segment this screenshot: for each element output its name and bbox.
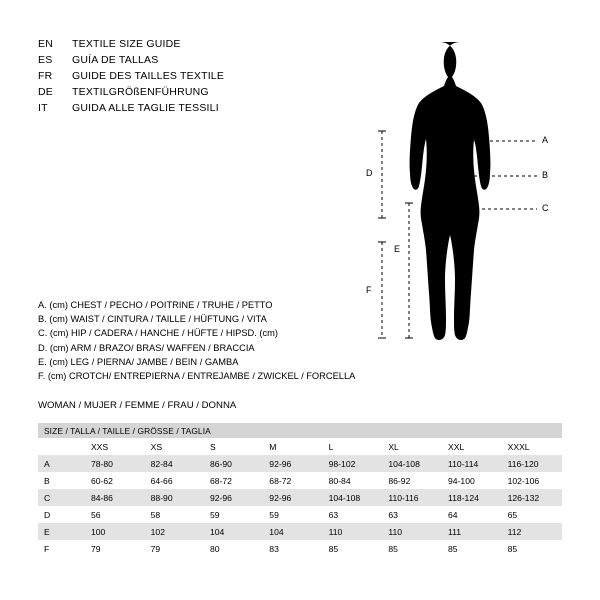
- cell-c-xxs: 84-86: [85, 489, 145, 506]
- title-row: [38, 38, 338, 50]
- title-text-it: GUIDA ALLE TAGLIE TESSILI: [72, 102, 219, 114]
- cell-b-m: 68-72: [263, 472, 322, 489]
- size-table: [38, 423, 562, 557]
- gender-label: WOMAN / MUJER / FEMME / FRAU / DONNA: [38, 400, 237, 411]
- cell-d-xxl: 64: [442, 506, 502, 523]
- size-header-xxxl: XXXL: [502, 438, 562, 455]
- title-lang-fr: FR: [38, 70, 53, 82]
- cell-a-xxs: 78-80: [85, 455, 145, 472]
- title-block: [38, 38, 338, 118]
- cell-a-xxl: 110-114: [442, 455, 502, 472]
- cell-e-xl: 110: [382, 523, 442, 540]
- cell-e-l: 110: [323, 523, 383, 540]
- table-header-row: [38, 423, 562, 438]
- row-label-c: C: [38, 489, 85, 506]
- title-lang-it: IT: [38, 102, 48, 114]
- table-row: [38, 455, 562, 472]
- cell-f-xxl: 85: [442, 540, 502, 557]
- marker-f-label: F: [366, 285, 372, 295]
- size-header-s: S: [204, 438, 263, 455]
- cell-c-m: 92-96: [263, 489, 322, 506]
- cell-b-xxl: 94-100: [442, 472, 502, 489]
- cell-b-s: 68-72: [204, 472, 263, 489]
- cell-b-xl: 86-92: [382, 472, 442, 489]
- cell-b-xs: 64-66: [145, 472, 204, 489]
- cell-b-xxxl: 102-106: [502, 472, 562, 489]
- cell-a-s: 86-90: [204, 455, 263, 472]
- cell-d-s: 59: [204, 506, 263, 523]
- marker-b-label: B: [542, 170, 549, 180]
- table-row: [38, 506, 562, 523]
- title-text-es: GUÍA DE TALLAS: [72, 54, 159, 66]
- title-lang-en: EN: [38, 38, 53, 50]
- row-label-d: D: [38, 506, 85, 523]
- title-row: [38, 102, 338, 114]
- title-text-fr: GUIDE DES TAILLES TEXTILE: [72, 70, 225, 82]
- cell-d-xl: 63: [382, 506, 442, 523]
- row-label-b: B: [38, 472, 85, 489]
- cell-a-l: 98-102: [323, 455, 383, 472]
- cell-c-xl: 110-116: [382, 489, 442, 506]
- size-table-wrapper: [38, 423, 562, 557]
- legend-line-b: B. (cm) WAIST / CINTURA / TAILLE / HÜFTUNG / VITA: [38, 314, 267, 325]
- title-row: [38, 70, 338, 82]
- cell-e-s: 104: [204, 523, 263, 540]
- row-label-a: A: [38, 455, 85, 472]
- cell-c-xxl: 118-124: [442, 489, 502, 506]
- cell-f-m: 83: [263, 540, 322, 557]
- cell-d-xxs: 56: [85, 506, 145, 523]
- title-lang-es: ES: [38, 54, 53, 66]
- cell-f-xs: 79: [145, 540, 204, 557]
- row-label-f: F: [38, 540, 85, 557]
- size-header-xl: XL: [382, 438, 442, 455]
- cell-c-xxxl: 126-132: [502, 489, 562, 506]
- title-row: [38, 86, 338, 98]
- title-lang-de: DE: [38, 86, 53, 98]
- legend-line-c: C. (cm) HIP / CADERA / HANCHE / HÜFTE / HIPSD. (cm): [38, 328, 279, 339]
- cell-e-xxs: 100: [85, 523, 145, 540]
- table-corner-label: SIZE / TALLA / TAILLE / GRÖSSE / TAGLIA: [44, 425, 211, 436]
- cell-d-m: 59: [263, 506, 322, 523]
- cell-f-xl: 85: [382, 540, 442, 557]
- cell-c-xs: 88-90: [145, 489, 204, 506]
- cell-c-s: 92-96: [204, 489, 263, 506]
- legend-line-a: A. (cm) CHEST / PECHO / POITRINE / TRUHE / PETTO: [38, 300, 273, 310]
- size-row-blank: [38, 438, 85, 455]
- cell-e-xs: 102: [145, 523, 204, 540]
- cell-f-xxxl: 85: [502, 540, 562, 557]
- cell-e-xxl: 111: [442, 523, 502, 540]
- marker-c-label: C: [542, 203, 549, 213]
- title-text-en: TEXTILE SIZE GUIDE: [72, 38, 181, 50]
- table-row: [38, 489, 562, 506]
- size-header-m: M: [263, 438, 322, 455]
- cell-a-m: 92-96: [263, 455, 322, 472]
- female-silhouette-icon: [352, 28, 582, 400]
- legend-line-f: F. (cm) CROTCH/ ENTREPIERNA / ENTREJAMBE / ZWICKEL / FORCELLA: [38, 371, 356, 382]
- cell-b-xxs: 60-62: [85, 472, 145, 489]
- marker-e-label: E: [394, 244, 401, 254]
- cell-a-xs: 82-84: [145, 455, 204, 472]
- measurement-legend: [38, 298, 378, 383]
- table-size-row: [38, 438, 562, 455]
- row-label-e: E: [38, 523, 85, 540]
- legend-line-d: D. (cm) ARM / BRAZO/ BRAS/ WAFFEN / BRACCIA: [38, 342, 255, 353]
- body-measurement-figure: [352, 28, 582, 398]
- cell-d-xs: 58: [145, 506, 204, 523]
- title-text-de: TEXTILGRÖßENFÜHRUNG: [72, 86, 209, 98]
- title-row: [38, 54, 338, 66]
- table-row: [38, 540, 562, 557]
- cell-f-s: 80: [204, 540, 263, 557]
- cell-f-l: 85: [323, 540, 383, 557]
- marker-d-label: D: [366, 168, 373, 178]
- cell-d-l: 63: [323, 506, 383, 523]
- table-row: [38, 523, 562, 540]
- cell-d-xxxl: 65: [502, 506, 562, 523]
- cell-e-xxxl: 112: [502, 523, 562, 540]
- size-header-xxs: XXS: [85, 438, 145, 455]
- cell-f-xxs: 79: [85, 540, 145, 557]
- size-header-l: L: [323, 438, 383, 455]
- cell-a-xl: 104-108: [382, 455, 442, 472]
- table-row: [38, 472, 562, 489]
- cell-b-l: 80-84: [323, 472, 383, 489]
- legend-line-e: E. (cm) LEG / PIERNA/ JAMBE / BEIN / GAMBA: [38, 356, 239, 367]
- size-header-xxl: XXL: [442, 438, 502, 455]
- cell-a-xxxl: 116-120: [502, 455, 562, 472]
- cell-c-l: 104-108: [323, 489, 383, 506]
- size-header-xs: XS: [145, 438, 204, 455]
- marker-a-label: A: [542, 135, 549, 145]
- cell-e-m: 104: [263, 523, 322, 540]
